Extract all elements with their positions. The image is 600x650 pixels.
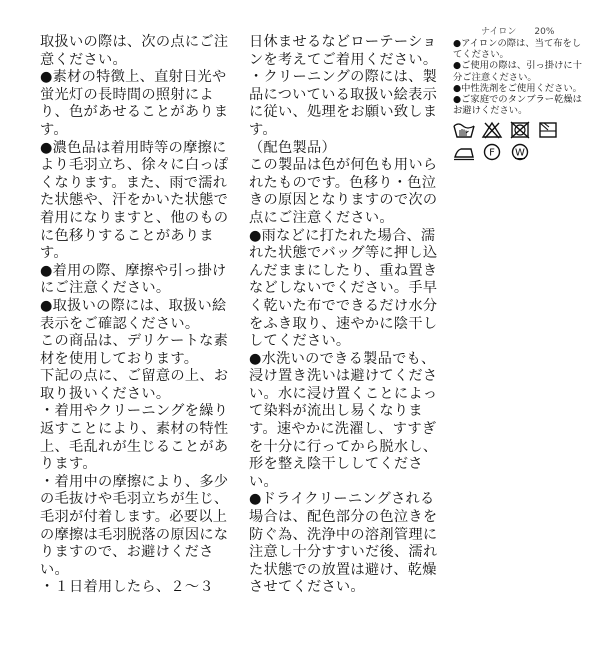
note: ●中性洗剤をご使用ください。 [453,82,582,94]
paragraph: ・１日着用したら、２～３ [40,579,214,596]
wet-clean-w-icon [509,143,531,161]
fiber-content-fragment: ナイロン 20% [481,27,555,37]
hand-wash-icon [453,121,475,139]
paragraph: ●着用の際、摩擦や引っ掛けにご注意ください。 [40,262,227,297]
care-text-column-2 [249,34,444,597]
paragraph: ●雨などに打たれた場合、濡れた状態でバッグ等に押し込んだままにしたり、重ね置きなどしないでください。手早く乾いた布でできるだけ水分をふき取り、速やかに陰干ししてください。 [249,227,438,350]
line-dry-shade-icon [537,121,559,139]
care-symbols [453,121,588,161]
iron-low-with-cloth-icon [453,143,475,161]
paragraph: 取扱いの際は、次の点にご注意ください。 [40,34,229,68]
paragraph: ●濃色品は着用時等の摩擦により毛羽立ち、徐々に白っぽくなります。また、雨で濡れた状態や、汗をかいた状態で着用になりますと、他のものに色移りすることがあります。 [40,139,229,262]
paragraph: 日休ませるなどローテーションを考えてご着用ください。 [249,34,438,68]
paragraph: ●水洗いのできる製品でも、浸け置き洗いは避けてください。水に浸け置くことによって染料が流出し易くなります。速やかに洗濯し、すすぎを十分に行ってから脱水し、形を整え陰干ししてください。 [249,350,438,490]
paragraph: この製品は色が何色も用いられたものです。色移り・色泣きの原因となりますので次の点にご注意ください。 [249,157,438,226]
paragraph: ●取扱いの際には、取扱い絵表示をご確認ください。 [40,297,227,332]
symbol-letter-w: W [515,147,525,159]
paragraph: ●素材の特徴上、直射日光や蛍光灯の長時間の照射により、色があせることがあります。 [40,69,229,138]
symbol-letter-f: F [489,147,495,159]
section-heading: （配色製品） [249,139,336,156]
paragraph: ・着用中の摩擦により、多少の毛抜けや毛羽立ちが生じ、毛羽が付着します。必要以上の摩擦は毛羽脱落の原因になりますので、お避けください。 [40,473,229,578]
paragraph: 下記の点に、ご留意の上、お取り扱いください。 [40,368,229,402]
paragraph: ・着用やクリーニングを繰り返すことにより、素材の特性上、毛乱れが生じることがあります。 [40,403,229,473]
do-not-bleach-icon [481,121,503,139]
do-not-tumble-dry-icon [509,121,531,139]
note: ●ご家庭でのタンブラー乾燥はお避けください。 [453,94,582,117]
note: ●アイロンの際は、当て布をしてください。 [453,38,582,61]
paragraph: ・クリーニングの際には、製品についている取扱い絵表示に従い、処理をお願い致します。 [249,69,438,138]
note: ●ご使用の際は、引っ掛けに十分ご注意ください。 [453,60,582,83]
paragraph: この商品は、デリケートな素材を使用しております。 [40,333,229,367]
paragraph: ●ドライクリーニングされる場合は、配色部分の色泣きを防ぐ為、洗浄中の溶剤管理に注意し十分すすいだ後、濡れた状態での放置は避け、乾燥させてください。 [249,491,438,596]
care-text-column-1 [40,34,240,597]
care-notes-column-3 [453,27,588,165]
dry-clean-f-icon [481,143,503,161]
